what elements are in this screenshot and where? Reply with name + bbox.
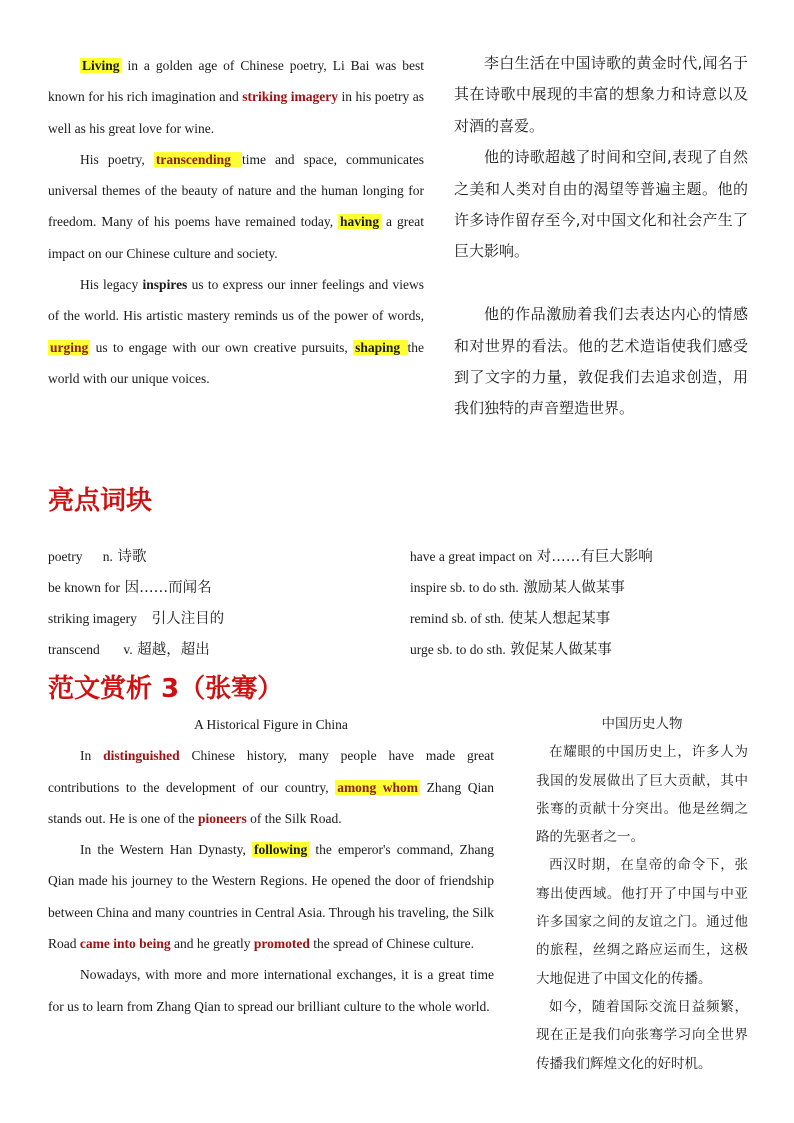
keyword: distinguished xyxy=(103,748,180,764)
text: the world with our unique voices. xyxy=(48,339,424,386)
vocab-en: have a great impact on xyxy=(410,549,533,564)
vocab-en: urge sb. to do sth. xyxy=(410,642,506,657)
highlight-word: shaping xyxy=(355,339,406,355)
highlight-word: following xyxy=(253,842,308,858)
vocab-en: striking imagery xyxy=(48,611,147,626)
section3-title: 范文赏析 3（张骞） xyxy=(48,674,284,704)
text: In xyxy=(80,748,104,764)
vocab-item-remind xyxy=(410,607,610,628)
vocab-item-be-known-for xyxy=(48,576,212,597)
text: a great impact on our Chinese culture and society. xyxy=(48,214,424,261)
text: Chinese history, many people have made great contributions to the development of our country, xyxy=(48,748,494,795)
text: in his poetry as well as his great love for wine. xyxy=(48,89,424,136)
keyword: came into being xyxy=(79,936,171,952)
passage2-paragraph-2 xyxy=(48,834,494,959)
highlight-word: Living xyxy=(82,58,120,73)
zh-spacer xyxy=(454,268,748,299)
passage1-english xyxy=(48,50,424,394)
keyword: striking imagery xyxy=(242,89,338,105)
vocab-item-urge xyxy=(410,638,612,659)
vocab-en: remind sb. of sth. xyxy=(410,611,505,626)
highlights-title: 亮点词块 xyxy=(48,486,153,516)
passage2-paragraph-3: Nowadays, with more and more international exchanges, it is a great time for us to learn from Zhang Qian to spread our brilliant culture to the whole world. xyxy=(48,967,494,1014)
vocab-zh: 因……而闻名 xyxy=(119,580,212,596)
keyword: pioneers xyxy=(197,810,247,826)
text: us to engage with our own creative pursuits, xyxy=(90,339,354,355)
passage1-paragraph-2 xyxy=(48,144,424,269)
highlight-word: urging xyxy=(50,339,89,355)
zh2-paragraph-1: 在耀眼的中国历史上，许多人为我国的发展做出了巨大贡献，其中张骞的贡献十分突出。他是丝绸之路的先驱者之一。 xyxy=(536,744,748,846)
highlight-word: among whom xyxy=(337,779,419,795)
text: of the Silk Road. xyxy=(246,810,342,826)
zh-paragraph-3: 他的作品激励着我们去表达内心的情感和对世界的看法。他的艺术造诣使我们感受到了文字的力量，敦促我们去追求创造，用我们独特的声音塑造世界。 xyxy=(454,305,748,418)
vocab-item-poetry xyxy=(48,545,146,566)
keyword: inspires xyxy=(142,277,188,293)
passage2-chinese xyxy=(536,710,748,1078)
keyword: promoted xyxy=(253,936,310,952)
text: and he greatly xyxy=(170,936,254,952)
text: His poetry, xyxy=(80,151,154,167)
vocab-zh: 使某人想起某事 xyxy=(504,611,611,627)
text: Zhang Qian stands out. He is one of the xyxy=(48,779,495,826)
vocab-zh: 诗歌 xyxy=(112,549,147,565)
vocab-en: poetry n. xyxy=(48,549,113,564)
text: in a golden age of Chinese poetry, Li Bai was best known for his rich imagination and xyxy=(48,58,424,105)
passage2-title: A Historical Figure in China xyxy=(194,717,348,732)
vocab-zh: 超越，超出 xyxy=(132,642,210,658)
vocab-zh: 激励某人做某事 xyxy=(518,580,625,596)
zh-paragraph-1: 李白生活在中国诗歌的黄金时代,闻名于其在诗歌中展现的丰富的想象力和诗意以及对酒的喜爱。 xyxy=(454,54,748,135)
vocab-item-striking-imagery xyxy=(48,607,224,628)
text: us to express our inner feelings and views of the world. His artistic mastery reminds us of the power of words, xyxy=(48,277,424,324)
text: the spread of Chinese culture. xyxy=(309,936,475,952)
passage2-zh-title: 中国历史人物 xyxy=(601,716,683,732)
vocab-en: transcend v. xyxy=(48,642,133,657)
vocab-en: inspire sb. to do sth. xyxy=(410,580,519,595)
vocab-zh: 敦促某人做某事 xyxy=(505,642,612,658)
vocab-item-transcend xyxy=(48,638,210,659)
passage1-paragraph-1 xyxy=(48,50,424,144)
text: In the Western Han Dynasty, xyxy=(80,842,252,858)
passage1-chinese xyxy=(454,48,748,425)
vocab-item-have-a-great-impact xyxy=(410,545,653,566)
vocab-zh: 对……有巨大影响 xyxy=(532,549,653,565)
text: the emperor's command, Zhang Qian made his journey to the Western Regions. He opened the door of friendship between China and many countries in Central Asia. Through his traveling, the Silk Road xyxy=(48,842,494,952)
vocab-en: be known for xyxy=(48,580,120,595)
highlight-word: transcending xyxy=(155,151,240,167)
vocab-item-inspire xyxy=(410,576,625,597)
passage2-english xyxy=(48,709,494,1022)
highlight-word: having xyxy=(340,214,380,230)
text: time and space, communicates universal themes of the beauty of nature and the human longing for freedom. Many of his poems have remained today, xyxy=(48,151,424,230)
zh2-paragraph-3: 如今，随着国际交流日益频繁，现在正是我们向张骞学习向全世界传播我们辉煌文化的好时机。 xyxy=(536,998,748,1072)
passage1-paragraph-3 xyxy=(48,269,424,394)
passage2-paragraph-1 xyxy=(48,740,494,834)
text: His legacy xyxy=(80,277,143,293)
zh-paragraph-2: 他的诗歌超越了时间和空间,表现了自然之美和人类对自由的渴望等普遍主题。他的许多诗作留存至今,对中国文化和社会产生了巨大影响。 xyxy=(454,148,748,261)
vocab-zh: 引人注目的 xyxy=(146,611,225,627)
zh2-paragraph-2: 西汉时期，在皇帝的命令下，张骞出使西域。他打开了中国与中亚许多国家之间的友谊之门。通过他的旅程，丝绸之路应运而生，这极大地促进了中国文化的传播。 xyxy=(536,857,748,987)
